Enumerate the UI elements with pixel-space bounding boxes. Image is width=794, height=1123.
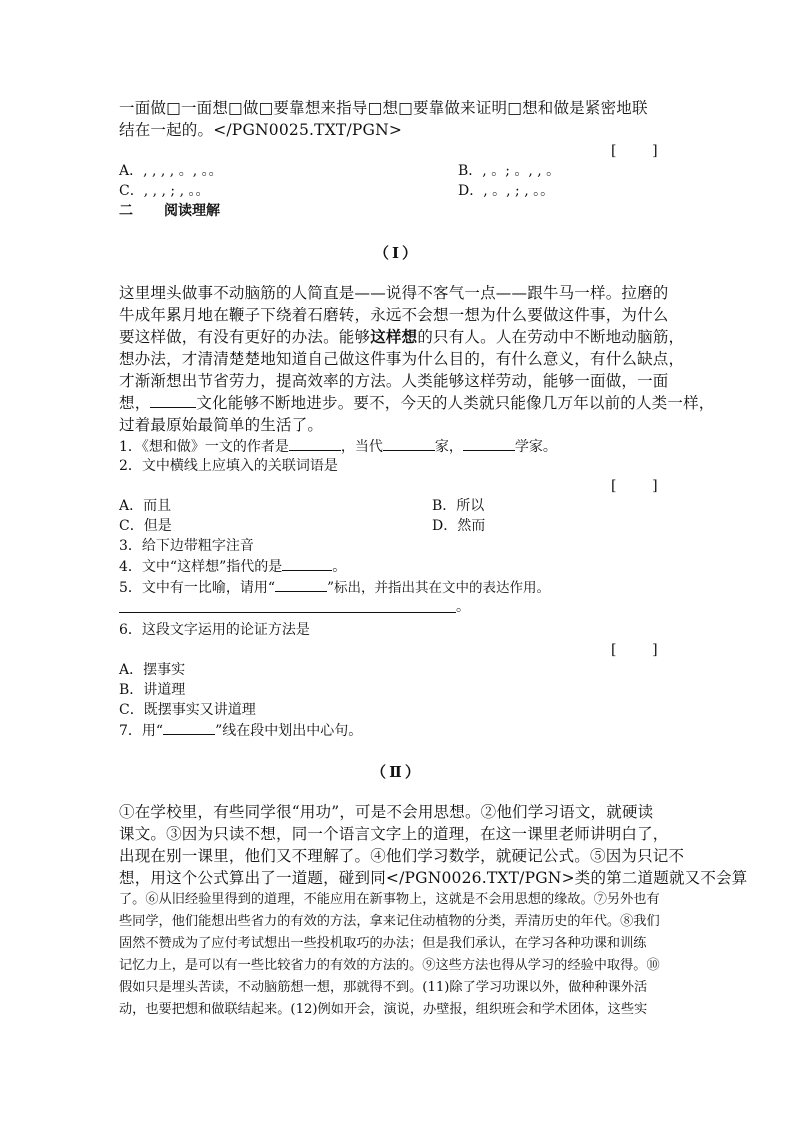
punct-line-1: 一面做□一面想□做□要靠想来指导□想□要靠做来证明□想和做是紧密地联 — [119, 99, 648, 117]
question-text: 4．文中“这样想”指代的是 — [119, 559, 283, 575]
option-c: C．既摆事实又讲道理 — [119, 702, 256, 718]
question-text: ，当代 — [340, 439, 383, 455]
question-6: 6．这段文字运用的论证方法是 — [119, 622, 310, 638]
option-b: B．所以 — [432, 498, 485, 514]
section-number: 二 — [119, 203, 133, 219]
fill-blank[interactable] — [163, 720, 215, 735]
answer-bracket: [ ] — [611, 642, 658, 658]
option-b: B．讲道理 — [119, 682, 186, 698]
fill-blank[interactable] — [463, 436, 515, 451]
question-text: 1．《想和做》一文的作者是 — [119, 439, 289, 455]
question-text: 学家。 — [514, 439, 557, 455]
option-d: D．然而 — [432, 518, 486, 534]
question-4 — [119, 556, 679, 577]
passage-line: 牛成年累月地在鞭子下绕着石磨转，永远不会想一想为什么要做这件事，为什么 — [119, 306, 669, 324]
bold-phrase: 这样想 — [370, 327, 418, 346]
part-1-heading: （Ⅰ） — [373, 244, 421, 262]
fill-blank[interactable] — [275, 577, 327, 592]
fill-blank[interactable] — [289, 436, 341, 451]
passage-line — [119, 326, 685, 348]
answer-bracket: [ ] — [611, 478, 658, 494]
passage-line: 出现在别一课里，他们又不理解了。④他们学习数学，就硬记公式。⑤因为只记不 — [119, 847, 685, 865]
punct-line-2: 结在一起的。</PGN0025.TXT/PGN> — [119, 121, 403, 139]
option-a: A．而且 — [119, 498, 172, 514]
question-text: 5．文中有一比喻，请用“ — [119, 580, 276, 596]
part-2-heading: （Ⅱ） — [371, 763, 423, 781]
option-d: D．, 。, ; , 。。 — [458, 183, 555, 199]
passage-line: 课文。③因为只读不想，同一个语言文字上的道理，在这一课里老师讲明白了， — [119, 825, 669, 843]
passage-line: 固然不赞成为了应付考试想出一些投机取巧的办法；但是我们承认，在学习各种功课和训练 — [119, 936, 647, 951]
passage-line: 假如只是埋头苦读，不动脑筋想一想，那就得不到。(11)除了学习功课以外，做种种课外活 — [119, 980, 648, 995]
option-b: B．, 。; 。, , 。 — [458, 163, 561, 179]
question-5 — [119, 577, 679, 598]
question-7 — [119, 720, 679, 741]
fill-blank[interactable] — [282, 556, 332, 571]
option-c: C．但是 — [119, 518, 172, 534]
fill-blank[interactable] — [383, 436, 435, 451]
passage-line: 了。⑥从旧经验里得到的道理，不能应用在新事物上，这就是不会用思想的缘故。⑦另外也有 — [119, 892, 660, 907]
section-title: 阅读理解 — [164, 203, 220, 219]
option-a: A．摆事实 — [119, 662, 186, 678]
answer-line[interactable] — [119, 611, 456, 613]
question-1 — [119, 436, 679, 457]
answer-bracket: [ ] — [611, 143, 658, 159]
passage-line: 这里埋头做事不动脑筋的人简直是——说得不客气一点——跟牛马一样。拉磨的 — [119, 284, 669, 302]
question-text: ”标出，并指出其在文中的表达作用。 — [327, 580, 550, 596]
passage-line: 动，也要把想和做联结起来。(12)例如开会，演说，办壁报，组织班会和学术团体，这些实 — [119, 1002, 648, 1017]
passage-line — [119, 392, 715, 414]
option-c: C．, , , ; , 。。 — [119, 183, 210, 199]
question-text: 7．用“ — [119, 723, 164, 739]
passage-text: 要这样做，有没有更好的办法。能够 — [119, 328, 371, 346]
question-2: 2．文中横线上应填入的关联词语是 — [119, 458, 338, 474]
answer-line-end: 。 — [456, 599, 470, 615]
passage-line: ①在学校里，有些同学很“用功”，可是不会用思想。②他们学习语文，就硬读 — [119, 803, 654, 821]
passage-text: 文化能够不断地进步。要不，今天的人类就只能像几万年以前的人类一样， — [196, 394, 715, 412]
option-a: A．, , , , 。, 。。 — [119, 163, 223, 179]
fill-blank[interactable] — [150, 393, 196, 408]
passage-line: 些同学，他们能想出些省力的有效的方法，拿来记住动植物的分类，弄清历史的年代。⑧我们 — [119, 914, 660, 929]
question-text: ”线在段中划出中心句。 — [215, 723, 363, 739]
passage-line: 想，用这个公式算出了一道题，碰到同</PGN0026.TXT/PGN>类的第二道题就又不会算 — [119, 869, 748, 887]
question-text: 。 — [332, 559, 347, 575]
question-3: 3．给下边带粗字注音 — [119, 538, 254, 554]
passage-text: 的只有人。人在劳动中不断地动脑筋， — [417, 328, 685, 346]
passage-line: 过着最原始最简单的生活了。 — [119, 416, 324, 434]
passage-line: 记忆力上，是可以有一些比较省力的有效的方法的。⑨这些方法也得从学习的经验中取得。⑩ — [119, 958, 660, 973]
question-text: 家， — [434, 439, 463, 455]
passage-line: 想办法，才清清楚楚地知道自己做这件事为什么目的，有什么意义，有什么缺点， — [119, 350, 685, 368]
passage-text: 想， — [119, 394, 151, 412]
passage-line: 才渐渐想出节省劳力，提高效率的方法。人类能够这样劳动，能够一面做，一面 — [119, 372, 669, 390]
